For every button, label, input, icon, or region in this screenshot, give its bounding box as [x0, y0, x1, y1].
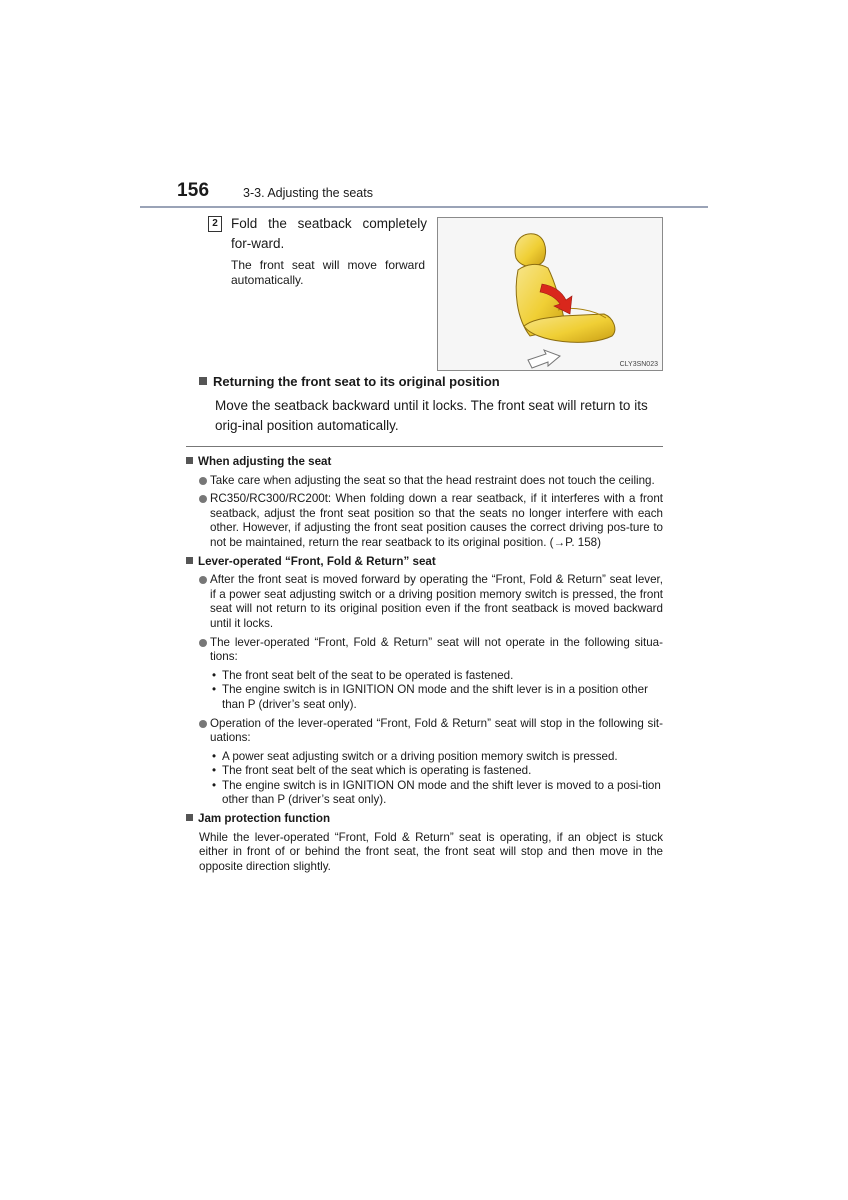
note-heading-text: Lever-operated “Front, Fold & Return” seat: [198, 554, 436, 568]
header-rule: [140, 206, 708, 208]
step-badge: 2: [208, 216, 222, 232]
dot-bullet-icon: •: [212, 668, 217, 682]
returning-text: Move the seatback backward until it locks. The front seat will return to its orig-inal position automatically.: [215, 398, 648, 433]
dot-bullet-icon: •: [212, 764, 217, 778]
note-item-text: After the front seat is moved forward by operating the “Front, Fold & Return” seat lever, if a power seat adjusting switch or a driving position memory switch is pressed, the front seat will not return to its original position even if the front seatback is moved backward until it locks.: [210, 573, 663, 630]
sub-item: [186, 683, 663, 712]
figure-code: CLY3SN023: [619, 361, 658, 368]
sub-item: [186, 764, 663, 779]
note-heading-adjusting: [186, 455, 663, 470]
section-title: 3-3. Adjusting the seats: [243, 186, 373, 200]
headrest: [515, 234, 545, 267]
dot-bullet-icon: •: [212, 749, 217, 763]
sub-item: [186, 779, 663, 808]
notes-section: [186, 455, 663, 874]
jam-text: While the lever-operated “Front, Fold & Return” seat is operating, if an object is stuck either in front of or behind the front seat, the front seat will stop and then move in the opposite direction slightly.: [199, 830, 663, 873]
note-item: [186, 492, 663, 550]
sub-item-text: The front seat belt of the seat which is operating is fastened.: [222, 764, 532, 778]
divider: [186, 446, 663, 447]
seat-drawing: [438, 218, 664, 372]
returning-heading: [199, 374, 500, 389]
seat-illustration: [437, 217, 663, 371]
sub-item-text: The engine switch is in IGNITION ON mode and the shift lever is moved to a posi-tion other than P (driver’s seat only).: [222, 778, 661, 807]
note-item-text: Take care when adjusting the seat so that the head restraint does not touch the ceiling.: [210, 473, 655, 487]
note-heading-lever: [186, 555, 663, 570]
returning-heading-text: Returning the front seat to its original position: [213, 374, 500, 389]
square-bullet-icon: [186, 457, 193, 464]
square-bullet-icon: [199, 377, 207, 385]
dot-bullet-icon: •: [212, 778, 217, 792]
dot-bullet-icon: •: [212, 683, 217, 697]
circle-bullet-icon: [199, 720, 207, 728]
note-heading-jam: [186, 812, 663, 827]
circle-bullet-icon: [199, 576, 207, 584]
circle-bullet-icon: [199, 477, 207, 485]
sub-item-text: The engine switch is in IGNITION ON mode and the shift lever is in a position other than P (driver’s seat only).: [222, 683, 648, 711]
note-heading-text: When adjusting the seat: [198, 455, 332, 468]
sub-item-text: A power seat adjusting switch or a driving position memory switch is pressed.: [222, 749, 618, 763]
step-text: Fold the seatback completely for-ward.: [231, 216, 427, 251]
square-bullet-icon: [186, 814, 193, 821]
note-item: [186, 474, 663, 489]
circle-bullet-icon: [199, 639, 207, 647]
note-item: [186, 717, 663, 746]
note-item: [186, 573, 663, 631]
step-note: The front seat will move forward automatically.: [231, 258, 425, 287]
note-item: [186, 636, 663, 665]
sub-item: [186, 750, 663, 765]
sub-item: [186, 669, 663, 684]
circle-bullet-icon: [199, 495, 207, 503]
note-item-text: The lever-operated “Front, Fold & Return” seat will not operate in the following situa-tions:: [210, 635, 663, 664]
note-heading-text: Jam protection function: [198, 812, 331, 826]
square-bullet-icon: [186, 557, 193, 564]
page-number: 156: [177, 180, 210, 201]
sub-item-text: The front seat belt of the seat to be operated is fastened.: [222, 668, 514, 682]
forward-arrow: [528, 350, 560, 368]
note-item-text: RC350/RC300/RC200t: When folding down a rear seatback, if it interferes with a front seatback, adjust the front seat position so that the seats no longer interfere with each other. However, if adjusting the front seat position causes the correct driving pos-ture to not be maintained, return the rear seatback to its original position. (→P. 158): [210, 492, 663, 549]
note-item-text: Operation of the lever-operated “Front, Fold & Return” seat will stop in the following sit-uations:: [210, 716, 663, 745]
